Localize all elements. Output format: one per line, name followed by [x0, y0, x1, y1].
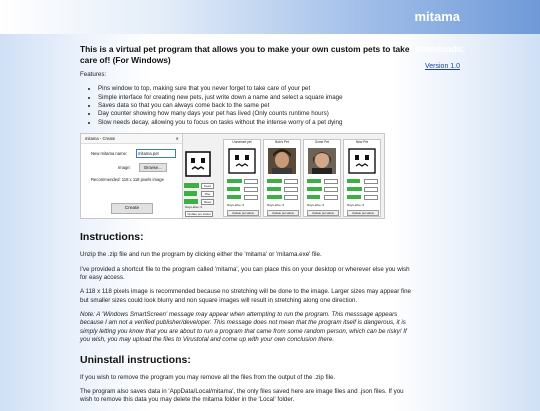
create-window-title: mitama - Create	[85, 136, 116, 142]
create-window	[81, 134, 183, 218]
feed-button	[284, 179, 298, 184]
main-content	[80, 44, 414, 411]
create-button: Create	[111, 203, 153, 214]
browse-button: Browse...	[139, 163, 167, 172]
name-field: mitama.pet	[136, 149, 176, 158]
feed-button	[364, 179, 378, 184]
pet-face-icon	[228, 148, 256, 174]
pet-card	[303, 139, 341, 217]
hunger-bar	[267, 179, 282, 183]
energy-bar	[227, 195, 241, 199]
feed-button: Feed	[201, 183, 214, 189]
instructions-heading: Instructions:	[80, 231, 144, 244]
sleep-button: Sleep	[201, 199, 214, 205]
pet-photo	[268, 148, 296, 174]
pet-card-title: Bob's Pet	[275, 140, 289, 145]
play-button	[244, 187, 258, 192]
sleep-button	[244, 195, 258, 200]
uninstall-heading: Uninstall instructions:	[80, 353, 191, 366]
update-button: Update pet status	[347, 210, 379, 216]
sleep-button	[364, 195, 378, 200]
features-label: Features:	[80, 71, 107, 78]
energy-bar	[307, 195, 320, 199]
image-label: Image:	[118, 165, 131, 171]
update-button: Update pet status	[227, 210, 259, 216]
play-button	[284, 187, 298, 192]
downloads-heading: downloads:	[415, 44, 465, 54]
hunger-bar	[227, 179, 242, 183]
hunger-bar	[347, 179, 360, 183]
header-banner	[0, 0, 540, 34]
fun-bar	[267, 187, 281, 191]
hunger-bar	[307, 179, 321, 183]
smartscreen-note: Note: A 'Windows SmartScreen' message may appear when attempting to run the program. This messsage appears because I am not a verified publisher/developer. This message does not mean that the program itself is dangerous, it is simply letting you know that you are about to run a program that came from some random person, which can be risky! If you wish, you may upload the files to Virustotal and come up with your own conclusion there.	[80, 311, 407, 344]
sleep-button	[324, 195, 338, 200]
feature-item: • Day counter showing how many days your pet has lived (Only counts runtime hours)	[98, 110, 414, 118]
hunger-bar	[184, 183, 199, 188]
recommendation-text: Recommended: 118 x 118 pixels image	[91, 177, 164, 183]
pet-card	[343, 139, 381, 217]
fun-bar	[347, 187, 362, 191]
intro-title: This is a virtual pet program that allows you to make your own custom pets to take care of! (For Windows)	[80, 44, 410, 65]
pet-card-title: Some Pet	[315, 140, 329, 145]
feed-button	[324, 179, 338, 184]
download-version-link[interactable]: Version 1.0	[425, 63, 461, 70]
pet-photo	[308, 148, 336, 174]
update-button: Update pet status	[307, 210, 339, 216]
feature-item: • Simple interface for creating new pets, just write down a name and select a square image	[98, 94, 414, 102]
play-button	[324, 187, 338, 192]
update-button: Update pet status	[185, 211, 213, 217]
age-counter: Days alive: 0	[267, 203, 285, 208]
close-icon: ✕	[175, 136, 179, 142]
fun-bar	[307, 187, 322, 191]
app-screenshot	[80, 133, 385, 219]
age-counter: Days alive: 0	[185, 205, 203, 210]
pet-card-title: Unnamed pet	[232, 140, 252, 145]
age-counter: Days alive: 0	[227, 203, 245, 208]
pet-card	[223, 139, 261, 217]
feature-item: • Slow needs decay, allowing you to focus on tasks without the intense worry of a pet dying	[98, 119, 414, 127]
play-button	[364, 187, 378, 192]
fun-bar	[227, 187, 240, 191]
pet-card-title: New Pet	[355, 140, 369, 145]
age-counter: Days alive: 0	[307, 203, 325, 208]
fun-bar	[184, 191, 197, 196]
instructions-paragraph: Unzip the .zip file and run the program by clicking either the 'mitama' or 'mitama.exe' file.	[80, 251, 322, 259]
energy-bar	[347, 195, 361, 199]
features-list	[80, 85, 414, 127]
energy-bar	[184, 199, 198, 204]
uninstall-paragraph: If you wish to remove the program you may remove all the files from the output of the .zip file.	[80, 373, 336, 381]
pet-face-icon	[348, 148, 376, 174]
sleep-button	[284, 195, 298, 200]
feed-button	[244, 179, 258, 184]
pet-card	[263, 139, 301, 217]
feature-item: • Pins window to top, making sure that you never forget to take care of your pet	[98, 85, 414, 93]
pet-face-icon	[185, 151, 211, 177]
feature-item: • Saves data so that you can always come back to the same pet	[98, 102, 414, 110]
energy-bar	[267, 195, 282, 199]
instructions-paragraph: I've provided a shortcut file to the program called 'mitama', you can place this on your desktop or wherever else you wish for easy access.	[80, 265, 410, 282]
name-label: New mitama name:	[91, 151, 128, 157]
play-button: Play	[201, 191, 214, 197]
create-window-titlebar	[81, 134, 182, 144]
site-title[interactable]: mitama	[414, 9, 460, 24]
age-counter: Days alive: 0	[347, 203, 365, 208]
uninstall-paragraph: The program also saves data in 'AppData/Local/mitama', the only files saved here are image files and .json files. If you wish to remove this data you may delete the mitama folder in the 'Local' folder.	[80, 388, 404, 404]
instructions-paragraph: A 118 x 118 pixels image is recommended because no stretching will be done to the image. Larger sizes may appear fine but smaller sizes could look blurry and non square images will result in stretching along one direction.	[80, 288, 411, 304]
update-button: Update pet status	[267, 210, 299, 216]
